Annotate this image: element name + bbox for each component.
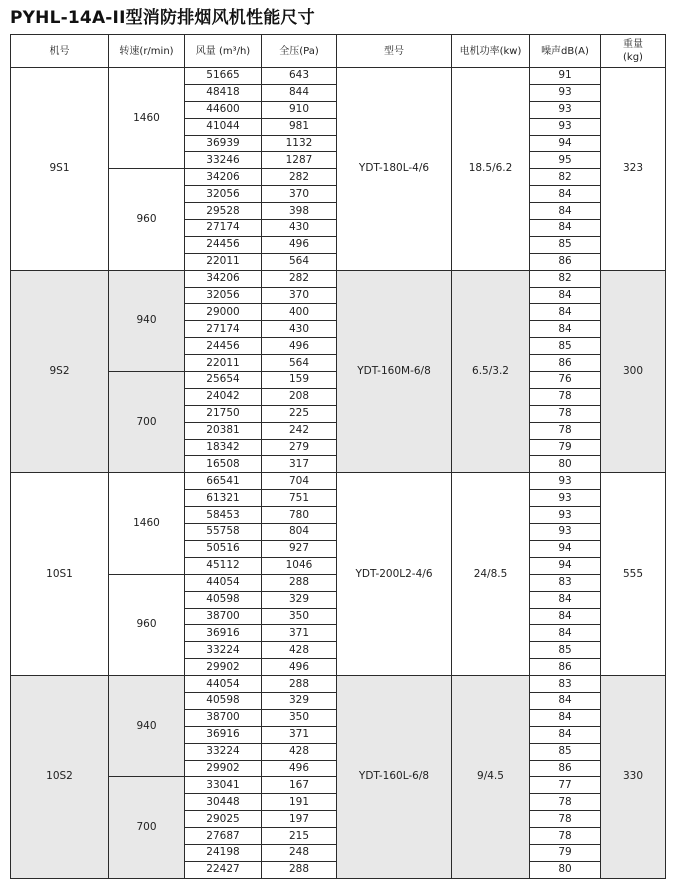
- header-airflow: 风量 (m³/h): [185, 35, 262, 68]
- pressure-cell: 428: [262, 642, 337, 659]
- noise-cell: 85: [530, 743, 601, 760]
- noise-cell: 78: [530, 794, 601, 811]
- pressure-cell: 350: [262, 709, 337, 726]
- weight-cell: 555: [601, 473, 666, 676]
- noise-cell: 86: [530, 253, 601, 270]
- pressure-cell: 496: [262, 236, 337, 253]
- airflow-cell: 44054: [185, 676, 262, 693]
- pressure-cell: 208: [262, 388, 337, 405]
- noise-cell: 84: [530, 709, 601, 726]
- airflow-cell: 24456: [185, 236, 262, 253]
- header-row: [11, 35, 666, 68]
- pressure-cell: 704: [262, 473, 337, 490]
- noise-cell: 78: [530, 811, 601, 828]
- pressure-cell: 927: [262, 540, 337, 557]
- pressure-cell: 242: [262, 422, 337, 439]
- airflow-cell: 61321: [185, 490, 262, 507]
- airflow-cell: 20381: [185, 422, 262, 439]
- page-title: PYHL-14A-II型消防排烟风机性能尺寸: [10, 8, 315, 28]
- noise-cell: 78: [530, 405, 601, 422]
- pressure-cell: 1287: [262, 152, 337, 169]
- noise-cell: 93: [530, 118, 601, 135]
- airflow-cell: 29025: [185, 811, 262, 828]
- speed-cell: 1460: [109, 473, 185, 574]
- motor-model-cell: YDT-160M-6/8: [337, 270, 452, 473]
- pressure-cell: 197: [262, 811, 337, 828]
- pressure-cell: 225: [262, 405, 337, 422]
- noise-cell: 86: [530, 355, 601, 372]
- noise-cell: 80: [530, 456, 601, 473]
- airflow-cell: 33246: [185, 152, 262, 169]
- speed-cell: 700: [109, 372, 185, 473]
- pressure-cell: 329: [262, 692, 337, 709]
- airflow-cell: 34206: [185, 169, 262, 186]
- motor-power-cell: 6.5/3.2: [452, 270, 530, 473]
- airflow-cell: 24042: [185, 388, 262, 405]
- noise-cell: 82: [530, 270, 601, 287]
- airflow-cell: 27174: [185, 220, 262, 237]
- airflow-cell: 36916: [185, 726, 262, 743]
- noise-cell: 80: [530, 861, 601, 878]
- pressure-cell: 564: [262, 253, 337, 270]
- noise-cell: 84: [530, 304, 601, 321]
- pressure-cell: 317: [262, 456, 337, 473]
- speed-cell: 960: [109, 574, 185, 675]
- airflow-cell: 21750: [185, 405, 262, 422]
- noise-cell: 91: [530, 68, 601, 85]
- speed-cell: 940: [109, 676, 185, 777]
- airflow-cell: 58453: [185, 507, 262, 524]
- noise-cell: 85: [530, 642, 601, 659]
- table-header: [11, 35, 666, 68]
- pressure-cell: 288: [262, 676, 337, 693]
- speed-cell: 1460: [109, 68, 185, 169]
- noise-cell: 93: [530, 473, 601, 490]
- weight-cell: 323: [601, 68, 666, 271]
- noise-cell: 84: [530, 203, 601, 220]
- speed-cell: 960: [109, 169, 185, 270]
- noise-cell: 84: [530, 220, 601, 237]
- pressure-cell: 780: [262, 507, 337, 524]
- pressure-cell: 751: [262, 490, 337, 507]
- noise-cell: 93: [530, 524, 601, 541]
- airflow-cell: 44054: [185, 574, 262, 591]
- noise-cell: 78: [530, 828, 601, 845]
- noise-cell: 86: [530, 760, 601, 777]
- noise-cell: 77: [530, 777, 601, 794]
- airflow-cell: 30448: [185, 794, 262, 811]
- motor-power-cell: 18.5/6.2: [452, 68, 530, 271]
- table-body: [11, 68, 666, 879]
- airflow-cell: 55758: [185, 524, 262, 541]
- noise-cell: 84: [530, 625, 601, 642]
- noise-cell: 94: [530, 135, 601, 152]
- airflow-cell: 33224: [185, 642, 262, 659]
- pressure-cell: 370: [262, 287, 337, 304]
- pressure-cell: 643: [262, 68, 337, 85]
- airflow-cell: 29000: [185, 304, 262, 321]
- pressure-cell: 430: [262, 220, 337, 237]
- noise-cell: 84: [530, 692, 601, 709]
- noise-cell: 85: [530, 236, 601, 253]
- pressure-cell: 1046: [262, 557, 337, 574]
- noise-cell: 86: [530, 659, 601, 676]
- noise-cell: 84: [530, 726, 601, 743]
- header-weight: [601, 35, 666, 68]
- airflow-cell: 41044: [185, 118, 262, 135]
- pressure-cell: 282: [262, 270, 337, 287]
- noise-cell: 79: [530, 844, 601, 861]
- noise-cell: 94: [530, 540, 601, 557]
- pressure-cell: 564: [262, 355, 337, 372]
- airflow-cell: 33041: [185, 777, 262, 794]
- noise-cell: 95: [530, 152, 601, 169]
- header-motor-power: 电机功率(kw): [452, 35, 530, 68]
- table-row: [11, 68, 666, 85]
- airflow-cell: 48418: [185, 84, 262, 101]
- noise-cell: 76: [530, 372, 601, 389]
- header-weight-unit: (kg): [623, 52, 643, 63]
- airflow-cell: 29902: [185, 659, 262, 676]
- airflow-cell: 51665: [185, 68, 262, 85]
- airflow-cell: 66541: [185, 473, 262, 490]
- header-model-no: 机号: [11, 35, 109, 68]
- noise-cell: 78: [530, 388, 601, 405]
- speed-cell: 940: [109, 270, 185, 371]
- fan-performance-table: [10, 34, 666, 879]
- airflow-cell: 22011: [185, 253, 262, 270]
- pressure-cell: 167: [262, 777, 337, 794]
- table-row: [11, 270, 666, 287]
- airflow-cell: 27174: [185, 321, 262, 338]
- pressure-cell: 400: [262, 304, 337, 321]
- noise-cell: 93: [530, 490, 601, 507]
- airflow-cell: 38700: [185, 709, 262, 726]
- airflow-cell: 40598: [185, 692, 262, 709]
- noise-cell: 84: [530, 608, 601, 625]
- airflow-cell: 29902: [185, 760, 262, 777]
- noise-cell: 79: [530, 439, 601, 456]
- airflow-cell: 34206: [185, 270, 262, 287]
- pressure-cell: 159: [262, 372, 337, 389]
- pressure-cell: 371: [262, 625, 337, 642]
- noise-cell: 83: [530, 574, 601, 591]
- noise-cell: 85: [530, 338, 601, 355]
- airflow-cell: 22011: [185, 355, 262, 372]
- airflow-cell: 18342: [185, 439, 262, 456]
- pressure-cell: 350: [262, 608, 337, 625]
- weight-cell: 300: [601, 270, 666, 473]
- pressure-cell: 804: [262, 524, 337, 541]
- motor-model-cell: YDT-160L-6/8: [337, 676, 452, 879]
- noise-cell: 93: [530, 507, 601, 524]
- noise-cell: 82: [530, 169, 601, 186]
- noise-cell: 93: [530, 101, 601, 118]
- noise-cell: 84: [530, 591, 601, 608]
- motor-power-cell: 24/8.5: [452, 473, 530, 676]
- airflow-cell: 38700: [185, 608, 262, 625]
- header-weight-label: 重量: [623, 39, 643, 50]
- weight-cell: 330: [601, 676, 666, 879]
- motor-model-cell: YDT-200L2-4/6: [337, 473, 452, 676]
- pressure-cell: 282: [262, 169, 337, 186]
- airflow-cell: 36916: [185, 625, 262, 642]
- pressure-cell: 370: [262, 186, 337, 203]
- noise-cell: 84: [530, 186, 601, 203]
- airflow-cell: 50516: [185, 540, 262, 557]
- airflow-cell: 22427: [185, 861, 262, 878]
- pressure-cell: 398: [262, 203, 337, 220]
- airflow-cell: 33224: [185, 743, 262, 760]
- pressure-cell: 288: [262, 861, 337, 878]
- pressure-cell: 215: [262, 828, 337, 845]
- pressure-cell: 430: [262, 321, 337, 338]
- airflow-cell: 32056: [185, 287, 262, 304]
- pressure-cell: 844: [262, 84, 337, 101]
- airflow-cell: 29528: [185, 203, 262, 220]
- airflow-cell: 27687: [185, 828, 262, 845]
- airflow-cell: 44600: [185, 101, 262, 118]
- airflow-cell: 45112: [185, 557, 262, 574]
- pressure-cell: 279: [262, 439, 337, 456]
- airflow-cell: 24198: [185, 844, 262, 861]
- pressure-cell: 428: [262, 743, 337, 760]
- header-speed: 转速(r/min): [109, 35, 185, 68]
- noise-cell: 94: [530, 557, 601, 574]
- pressure-cell: 371: [262, 726, 337, 743]
- header-motor-model: 型号: [337, 35, 452, 68]
- motor-model-cell: YDT-180L-4/6: [337, 68, 452, 271]
- model-no-cell: 9S1: [11, 68, 109, 271]
- speed-cell: 700: [109, 777, 185, 878]
- airflow-cell: 16508: [185, 456, 262, 473]
- pressure-cell: 1132: [262, 135, 337, 152]
- airflow-cell: 24456: [185, 338, 262, 355]
- airflow-cell: 36939: [185, 135, 262, 152]
- noise-cell: 83: [530, 676, 601, 693]
- noise-cell: 93: [530, 84, 601, 101]
- pressure-cell: 981: [262, 118, 337, 135]
- pressure-cell: 288: [262, 574, 337, 591]
- table-row: [11, 676, 666, 693]
- pressure-cell: 910: [262, 101, 337, 118]
- motor-power-cell: 9/4.5: [452, 676, 530, 879]
- pressure-cell: 496: [262, 659, 337, 676]
- pressure-cell: 248: [262, 844, 337, 861]
- header-noise: 噪声dB(A): [530, 35, 601, 68]
- model-no-cell: 10S1: [11, 473, 109, 676]
- airflow-cell: 25654: [185, 372, 262, 389]
- noise-cell: 78: [530, 422, 601, 439]
- pressure-cell: 191: [262, 794, 337, 811]
- pressure-cell: 496: [262, 338, 337, 355]
- pressure-cell: 329: [262, 591, 337, 608]
- airflow-cell: 32056: [185, 186, 262, 203]
- header-pressure: 全压(Pa): [262, 35, 337, 68]
- noise-cell: 84: [530, 287, 601, 304]
- airflow-cell: 40598: [185, 591, 262, 608]
- model-no-cell: 10S2: [11, 676, 109, 879]
- model-no-cell: 9S2: [11, 270, 109, 473]
- pressure-cell: 496: [262, 760, 337, 777]
- table-row: [11, 473, 666, 490]
- noise-cell: 84: [530, 321, 601, 338]
